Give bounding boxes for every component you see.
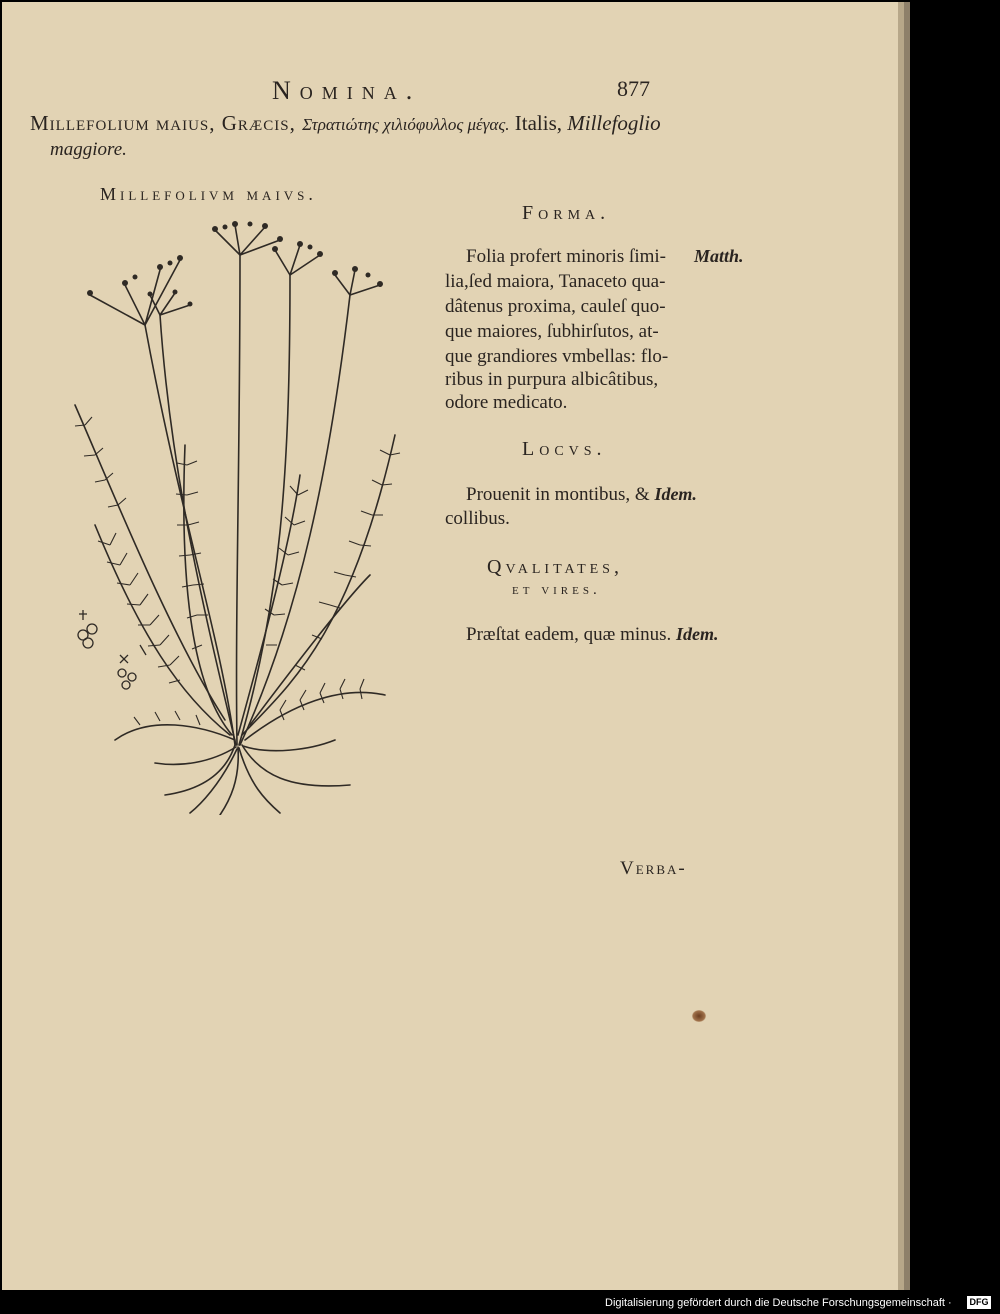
qualitates-heading: Qvalitates, <box>487 556 623 578</box>
qualitates-text: Præſtat eadem, quæ minus. <box>466 624 677 645</box>
italian-name: Millefoglio <box>567 111 661 135</box>
locus-heading: Locvs. <box>522 438 607 460</box>
locus-text-1: Prouenit in montibus, & <box>466 484 655 505</box>
illustration-caption: Millefolivm maivs. <box>100 184 317 204</box>
digitization-credit: Digitalisierung gefördert durch die Deutsche Forschungsgemeinschaft · <box>605 1297 952 1309</box>
forma-line-6: ribus in purpura albicâtibus, <box>445 369 659 390</box>
margin-note-matth: Matth. <box>694 246 744 266</box>
nomina-line-2: maggiore. <box>50 139 127 160</box>
qualitates-subheading: et vires. <box>512 582 601 598</box>
page-spine-edge <box>904 2 910 1290</box>
running-title: Nomina. <box>272 76 422 105</box>
forma-line-3: dâtenus proxima, cauleſ quo- <box>445 296 666 317</box>
qualitates-line <box>466 624 719 646</box>
yarrow-woodcut-illustration <box>50 215 420 815</box>
catchword: Verba- <box>620 858 687 879</box>
forma-line-4: que maiores, ſubhirſutos, at- <box>445 321 659 342</box>
forma-line-1: Folia profert minoris ſimi- <box>466 246 667 267</box>
forma-heading: Forma. <box>522 202 611 224</box>
margin-note-idem-2: Idem. <box>676 624 719 644</box>
locus-line-2: collibus. <box>445 508 510 529</box>
page-number: 877 <box>617 76 650 101</box>
dfg-logo: DFG <box>967 1296 991 1309</box>
nomina-line-1 <box>30 111 661 136</box>
locus-line-1 <box>466 484 697 506</box>
ink-stain <box>692 1010 706 1022</box>
italis-label: Italis, <box>509 111 568 135</box>
forma-line-2: lia,ſed maiora, Tanaceto qua- <box>445 271 666 292</box>
latin-name: Millefolium maius, Græcis, <box>30 111 303 135</box>
forma-line-5: que grandiores vmbellas: flo- <box>445 346 669 367</box>
margin-note-idem-1: Idem. <box>654 484 697 504</box>
greek-name: Στρατιώτης χιλιόφυλλος μέγας. <box>302 115 510 134</box>
forma-line-7: odore medicato. <box>445 392 568 413</box>
